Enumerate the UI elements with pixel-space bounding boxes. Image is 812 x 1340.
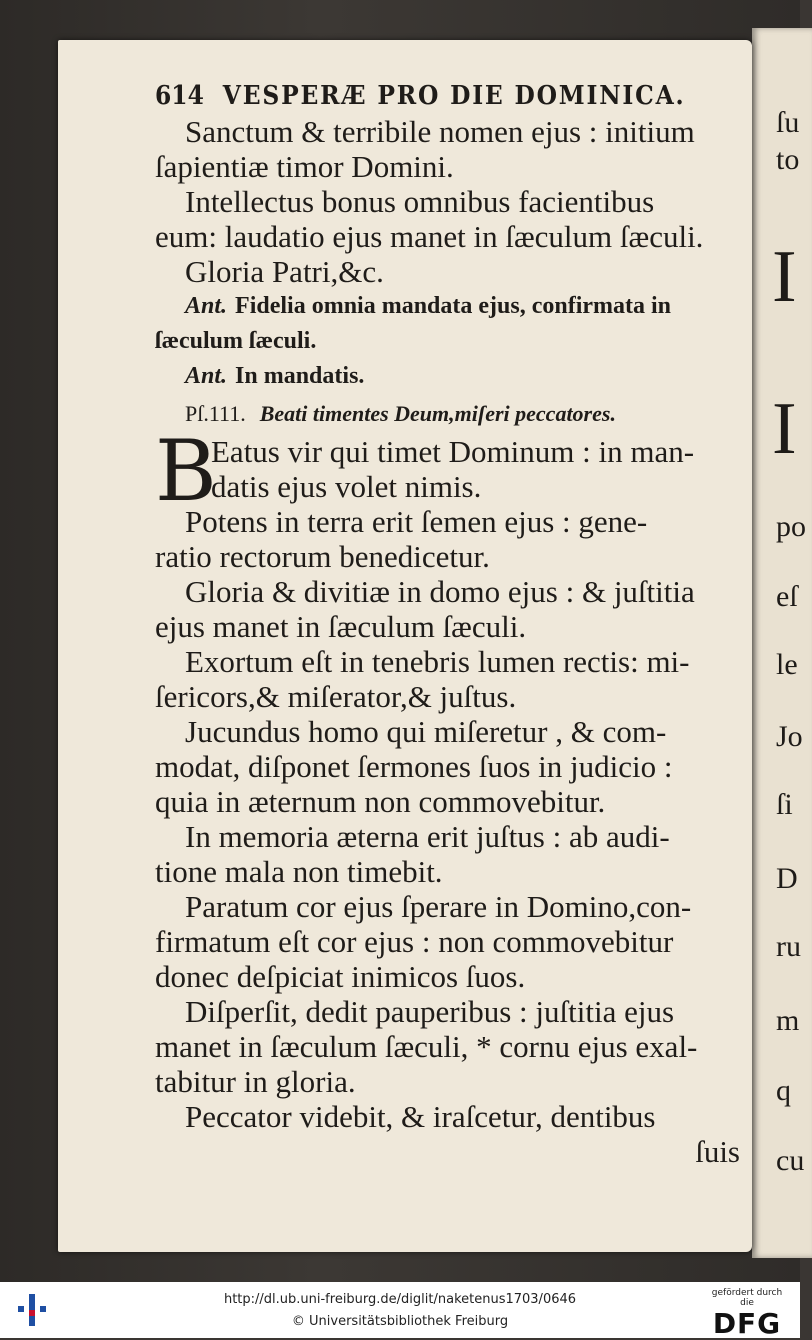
psalm-heading: [155, 394, 740, 434]
verse-line: Gloria & divitiæ in domo ejus : & juſtitia: [185, 574, 695, 609]
next-page-fragment: le: [776, 648, 798, 681]
text-line: datis ejus volet nimis.: [211, 469, 482, 504]
next-page-fragment: D: [776, 862, 798, 895]
next-page-fragment: I: [772, 236, 797, 318]
text-line: Intellectus bonus omnibus facientibus: [185, 184, 655, 219]
antiphon-label: Ant.: [185, 293, 228, 319]
verse-line: Potens in terra erit ſemen ejus : gene-: [185, 504, 648, 539]
verse-line: Diſperſit, dedit pauperibus : juſtitia ejus: [185, 994, 675, 1029]
funder-badge: [704, 1288, 790, 1340]
verse-line: donec deſpiciat inimicos ſuos.: [155, 959, 526, 994]
verse-line: modat, diſponet ſermones ſuos in judicio :: [155, 749, 673, 784]
running-header: [155, 78, 686, 114]
verse-line: ratio rectorum benedicetur.: [155, 539, 490, 574]
antiphon-text: Fidelia omnia mandata ejus, confirmata in: [235, 293, 672, 319]
drop-cap: B: [155, 422, 217, 520]
next-page-fragment: I: [772, 388, 797, 470]
antiphon-label: Ant.: [185, 363, 228, 389]
next-page-fragment: m: [776, 1004, 800, 1037]
verse-line: ejus manet in ſæculum ſæculi.: [155, 609, 527, 644]
doxology-line: Gloria Patri,&c.: [185, 254, 384, 289]
text-line: Eatus vir qui timet Dominum : in man-: [211, 434, 695, 469]
copyright-notice: © Universitätsbibliothek Freiburg: [291, 1314, 509, 1329]
verse-line: Peccator videbit, & iraſcetur, dentibus: [185, 1099, 656, 1134]
text-line: ſapientiæ timor Domini.: [155, 149, 454, 184]
antiphon-continuation: ſæculum ſæculi.: [155, 328, 317, 354]
funder-note: gefördert durch die: [711, 1288, 783, 1308]
psalm-number: Pſ.111.: [185, 401, 246, 426]
psalm-incipit: Beati timentes Deum,miſeri peccatores.: [259, 401, 616, 426]
next-page-fragment: eſ: [776, 580, 798, 613]
verse-line: In memoria æterna erit juſtus : ab audi-: [185, 819, 670, 854]
antiphon: [155, 359, 740, 394]
page-text: [155, 78, 740, 1169]
next-page-fragment: cu: [776, 1144, 805, 1177]
antiphon: [155, 289, 740, 324]
viewer-footer: [0, 1282, 800, 1338]
verse-line: manet in ſæculum ſæculi, * cornu ejus exal-: [155, 1029, 698, 1064]
catchword: ſuis: [695, 1134, 740, 1169]
next-page-fragment: q: [776, 1074, 791, 1107]
verse-line: quia in æternum non commovebitur.: [155, 784, 606, 819]
next-page-fragment: po: [776, 510, 806, 543]
verse-line: Paratum cor ejus ſperare in Domino,con-: [185, 889, 692, 924]
verse-line: tabitur in gloria.: [155, 1064, 356, 1099]
verse-line: Jucundus homo qui miſeretur , & com-: [185, 714, 667, 749]
permalink-url[interactable]: http://dl.ub.uni-freiburg.de/diglit/naketenus1703/0646: [223, 1292, 577, 1307]
verse-line: ſericors,& miſerator,& juſtus.: [155, 679, 517, 714]
verse-line: Exortum eſt in tenebris lumen rectis: mi-: [185, 644, 690, 679]
page-number: 614: [155, 81, 204, 111]
next-page-fragment: to: [776, 143, 800, 176]
running-title: VESPERÆ PRO DIE DOMINICA.: [222, 81, 686, 111]
next-page-fragment: ſi: [776, 788, 793, 821]
text-line: Sanctum & terribile nomen ejus : initium: [185, 114, 695, 149]
next-page-fragment: Jo: [776, 720, 803, 753]
verse-line: firmatum eſt cor ejus : non commovebitur: [155, 924, 674, 959]
text-line: eum: laudatio ejus manet in ſæculum ſæculi.: [155, 219, 704, 254]
next-page-fragment: ſu: [776, 106, 800, 139]
dfg-logo: DFG: [712, 1307, 782, 1340]
antiphon-text: In mandatis.: [235, 363, 365, 389]
next-page-fragment: ru: [776, 930, 801, 963]
verse-line: tione mala non timebit.: [155, 854, 443, 889]
psalm-opening: [155, 422, 740, 520]
